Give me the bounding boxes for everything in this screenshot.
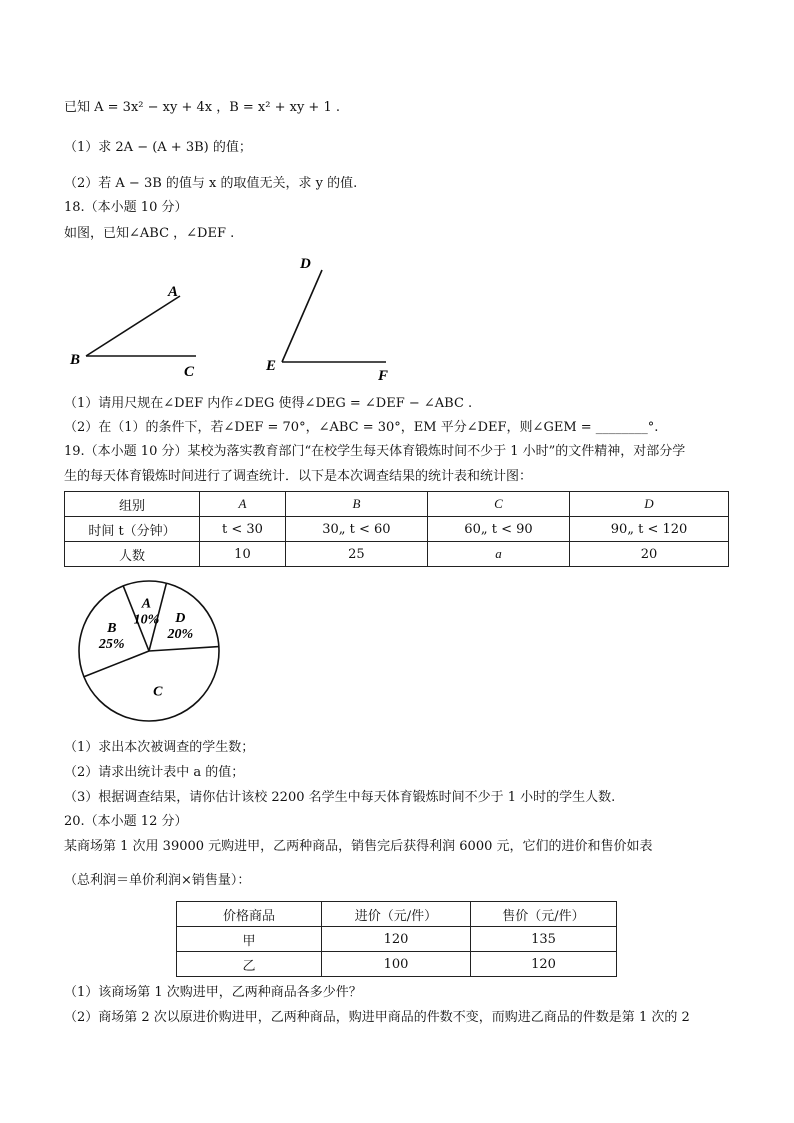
label-E: E [266, 358, 277, 374]
table-row [65, 492, 729, 517]
pie-slice-C [149, 647, 219, 651]
pie-slice-B [84, 651, 149, 677]
table-cell: 135 [471, 927, 617, 952]
price-table [176, 901, 617, 977]
pie-percent-D: 20% [167, 627, 194, 643]
pie-chart [64, 573, 234, 729]
q20-line2: （总利润＝单价利润×销售量）： [64, 873, 251, 888]
q18-intro: 如图，已知∠ABC ，∠DEF . [64, 226, 235, 241]
table-row [65, 517, 729, 542]
pie-label-B: B [107, 620, 117, 636]
table-cell: 90„ t < 120 [570, 517, 729, 542]
table-cell: 10 [200, 542, 286, 567]
q19-line1: 19.（本小题 10 分）某校为落实教育部门“在校学生每天体育锻炼时间不少于 1 小时”的文件精神，对部分学 [64, 444, 686, 459]
table-cell: 甲 [177, 927, 322, 952]
survey-table [64, 491, 729, 567]
q19-part3: （3）根据调查结果，请你估计该校 2200 名学生中每天体育锻炼时间不少于 1 小时的学生人数. [64, 790, 616, 805]
q20-part1: （1）该商场第 1 次购进甲，乙两种商品各多少件？ [64, 985, 362, 1000]
table-cell: 25 [285, 542, 427, 567]
table-cell: t < 30 [200, 517, 286, 542]
table-cell: 售价（元/件） [471, 902, 617, 927]
table-cell: 120 [471, 952, 617, 977]
table-cell: C [427, 492, 569, 517]
pie-percent-A: 10% [133, 612, 160, 628]
label-B: B [70, 352, 81, 368]
label-C: C [184, 364, 195, 380]
pie-label-D: D [175, 611, 186, 627]
table-row [177, 927, 617, 952]
q18-part1: （1）请用尺规在∠DEF 内作∠DEG 使得∠DEG = ∠DEF − ∠ABC . [64, 396, 473, 411]
table-cell: a [427, 542, 569, 567]
label-A: A [168, 284, 179, 300]
table-cell: 30„ t < 60 [285, 517, 427, 542]
table-cell: A [200, 492, 286, 517]
table-cell: 人数 [65, 542, 200, 567]
label-F: F [378, 368, 389, 384]
pie-label-A: A [141, 596, 152, 612]
q20-header: 20.（本小题 12 分） [64, 814, 188, 829]
table-cell: 组别 [65, 492, 200, 517]
q18-header: 18.（本小题 10 分） [64, 200, 188, 215]
q17-part1: （1）求 2A − (A + 3B) 的值； [64, 140, 252, 155]
angle-figure [64, 250, 396, 384]
q18-part2: （2）在（1）的条件下，若∠DEF = 70°，∠ABC = 30°，EM 平分∠DEF，则∠GEM = ________°. [64, 420, 659, 435]
q17-part2: （2）若 A − 3B 的值与 x 的取值无关，求 y 的值. [64, 176, 358, 191]
table-row [65, 542, 729, 567]
table-cell: 进价（元/件） [322, 902, 471, 927]
table-cell: 乙 [177, 952, 322, 977]
table-cell: 时间 t（分钟） [65, 517, 200, 542]
q19-part1: （1）求出本次被调查的学生数； [64, 740, 255, 755]
q19-line2: 生的每天体育锻炼时间进行了调查统计．以下是本次调查结果的统计表和统计图： [64, 469, 533, 484]
table-cell: B [285, 492, 427, 517]
q17-given: 已知 A = 3x² − xy + 4x ，B = x² + xy + 1 . [64, 100, 340, 115]
table-row [177, 952, 617, 977]
q20-line1: 某商场第 1 次用 39000 元购进甲，乙两种商品，销售完后获得利润 6000 元，它们的进价和售价如表 [64, 839, 653, 854]
table-cell: 60„ t < 90 [427, 517, 569, 542]
pie-percent-B: 25% [98, 636, 125, 652]
table-cell: 价格商品 [177, 902, 322, 927]
table-cell: 20 [570, 542, 729, 567]
label-D: D [300, 256, 311, 272]
pie-label-C: C [153, 684, 163, 700]
table-cell: D [570, 492, 729, 517]
table-cell: 120 [322, 927, 471, 952]
q20-part2: （2）商场第 2 次以原进价购进甲，乙两种商品，购进甲商品的件数不变，而购进乙商品的件数是第 1 次的 2 [64, 1010, 690, 1025]
table-row [177, 902, 617, 927]
table-cell: 100 [322, 952, 471, 977]
q19-part2: （2）请求出统计表中 a 的值； [64, 765, 245, 780]
